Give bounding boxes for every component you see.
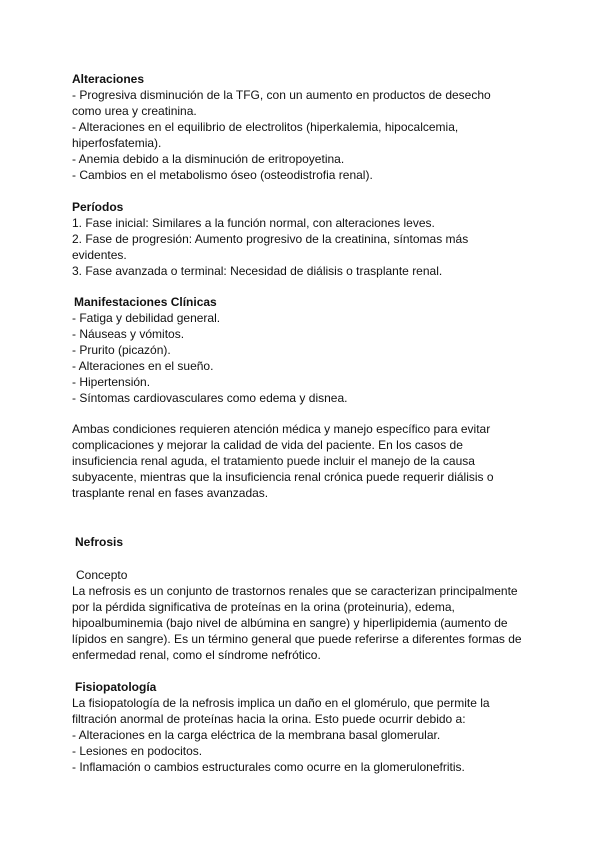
paragraph-line: La fisiopatología de la nefrosis implica un daño en el glomérulo, que permite la [72,696,490,710]
section-summary [72,421,532,501]
text-line: 1. Fase inicial: Similares a la función normal, con alteraciones leves. [72,216,435,230]
text-line: - Alteraciones en el equilibrio de electrolitos (hiperkalemia, hipocalcemia, [72,120,459,134]
heading-periodos: Períodos [72,200,124,214]
paragraph-line: complicaciones y mejorar la calidad de vida del paciente. En los casos de [72,438,463,452]
heading-manifestaciones-clinicas: Manifestaciones Clínicas [74,295,217,309]
text-line: 3. Fase avanzada o terminal: Necesidad de diálisis o trasplante renal. [72,264,443,278]
paragraph-line: hipoalbuminemia (bajo nivel de albúmina en sangre) y hiperlipidemia (aumento de [72,616,508,630]
text-line: - Cambios en el metabolismo óseo (osteodistrofia renal). [72,168,373,182]
text-line: 2. Fase de progresión: Aumento progresivo de la creatinina, síntomas más [72,232,469,246]
paragraph-line: subyacente, mientras que la insuficiencia renal crónica puede requerir diálisis o [72,470,494,484]
heading-alteraciones: Alteraciones [72,72,145,86]
text-line: hiperfosfatemia). [72,136,162,150]
subheading-concepto: Concepto [76,568,128,582]
section-fisiopatologia [72,679,532,775]
text-line: - Hipertensión. [72,375,151,389]
section-periodos [72,199,532,279]
section-manifestaciones [72,294,532,406]
paragraph-line: enfermedad renal, como el síndrome nefrótico. [72,648,321,662]
paragraph-line: insuficiencia renal aguda, el tratamiento puede incluir el manejo de la causa [72,454,475,468]
paragraph-line: trasplante renal en fases avanzadas. [72,486,269,500]
text-line: - Anemia debido a la disminución de eritropoyetina. [72,152,345,166]
paragraph-line: por la pérdida significativa de proteínas en la orina (proteinuria), edema, [72,600,455,614]
paragraph-line: La nefrosis es un conjunto de trastornos renales que se caracterizan principalmente [72,584,518,598]
paragraph-line: Ambas condiciones requieren atención médica y manejo específico para evitar [72,422,491,436]
heading-nefrosis: Nefrosis [75,535,124,549]
text-line: - Progresiva disminución de la TFG, con un aumento en productos de desecho [72,88,491,102]
text-line: - Prurito (picazón). [72,343,171,357]
paragraph-line: filtración anormal de proteínas hacia la orina. Esto puede ocurrir debido a: [72,712,466,726]
text-line: - Síntomas cardiovasculares como edema y disnea. [72,391,348,405]
paragraph-line: lípidos en sangre). Es un término general que puede referirse a diferentes formas de [72,632,522,646]
text-line: - Alteraciones en la carga eléctrica de la membrana basal glomerular. [72,728,441,742]
text-line: evidentes. [72,248,127,262]
text-line: - Náuseas y vómitos. [72,327,185,341]
section-concepto [72,567,532,663]
text-line: - Lesiones en podocitos. [72,744,203,758]
heading-fisiopatologia: Fisiopatología [75,680,157,694]
text-line: - Fatiga y debilidad general. [72,311,221,325]
text-line: - Alteraciones en el sueño. [72,359,214,373]
text-line: como urea y creatinina. [72,104,197,118]
text-line: - Inflamación o cambios estructurales como ocurre en la glomerulonefritis. [72,760,465,774]
section-nefrosis [72,534,532,550]
section-alteraciones [72,71,532,183]
